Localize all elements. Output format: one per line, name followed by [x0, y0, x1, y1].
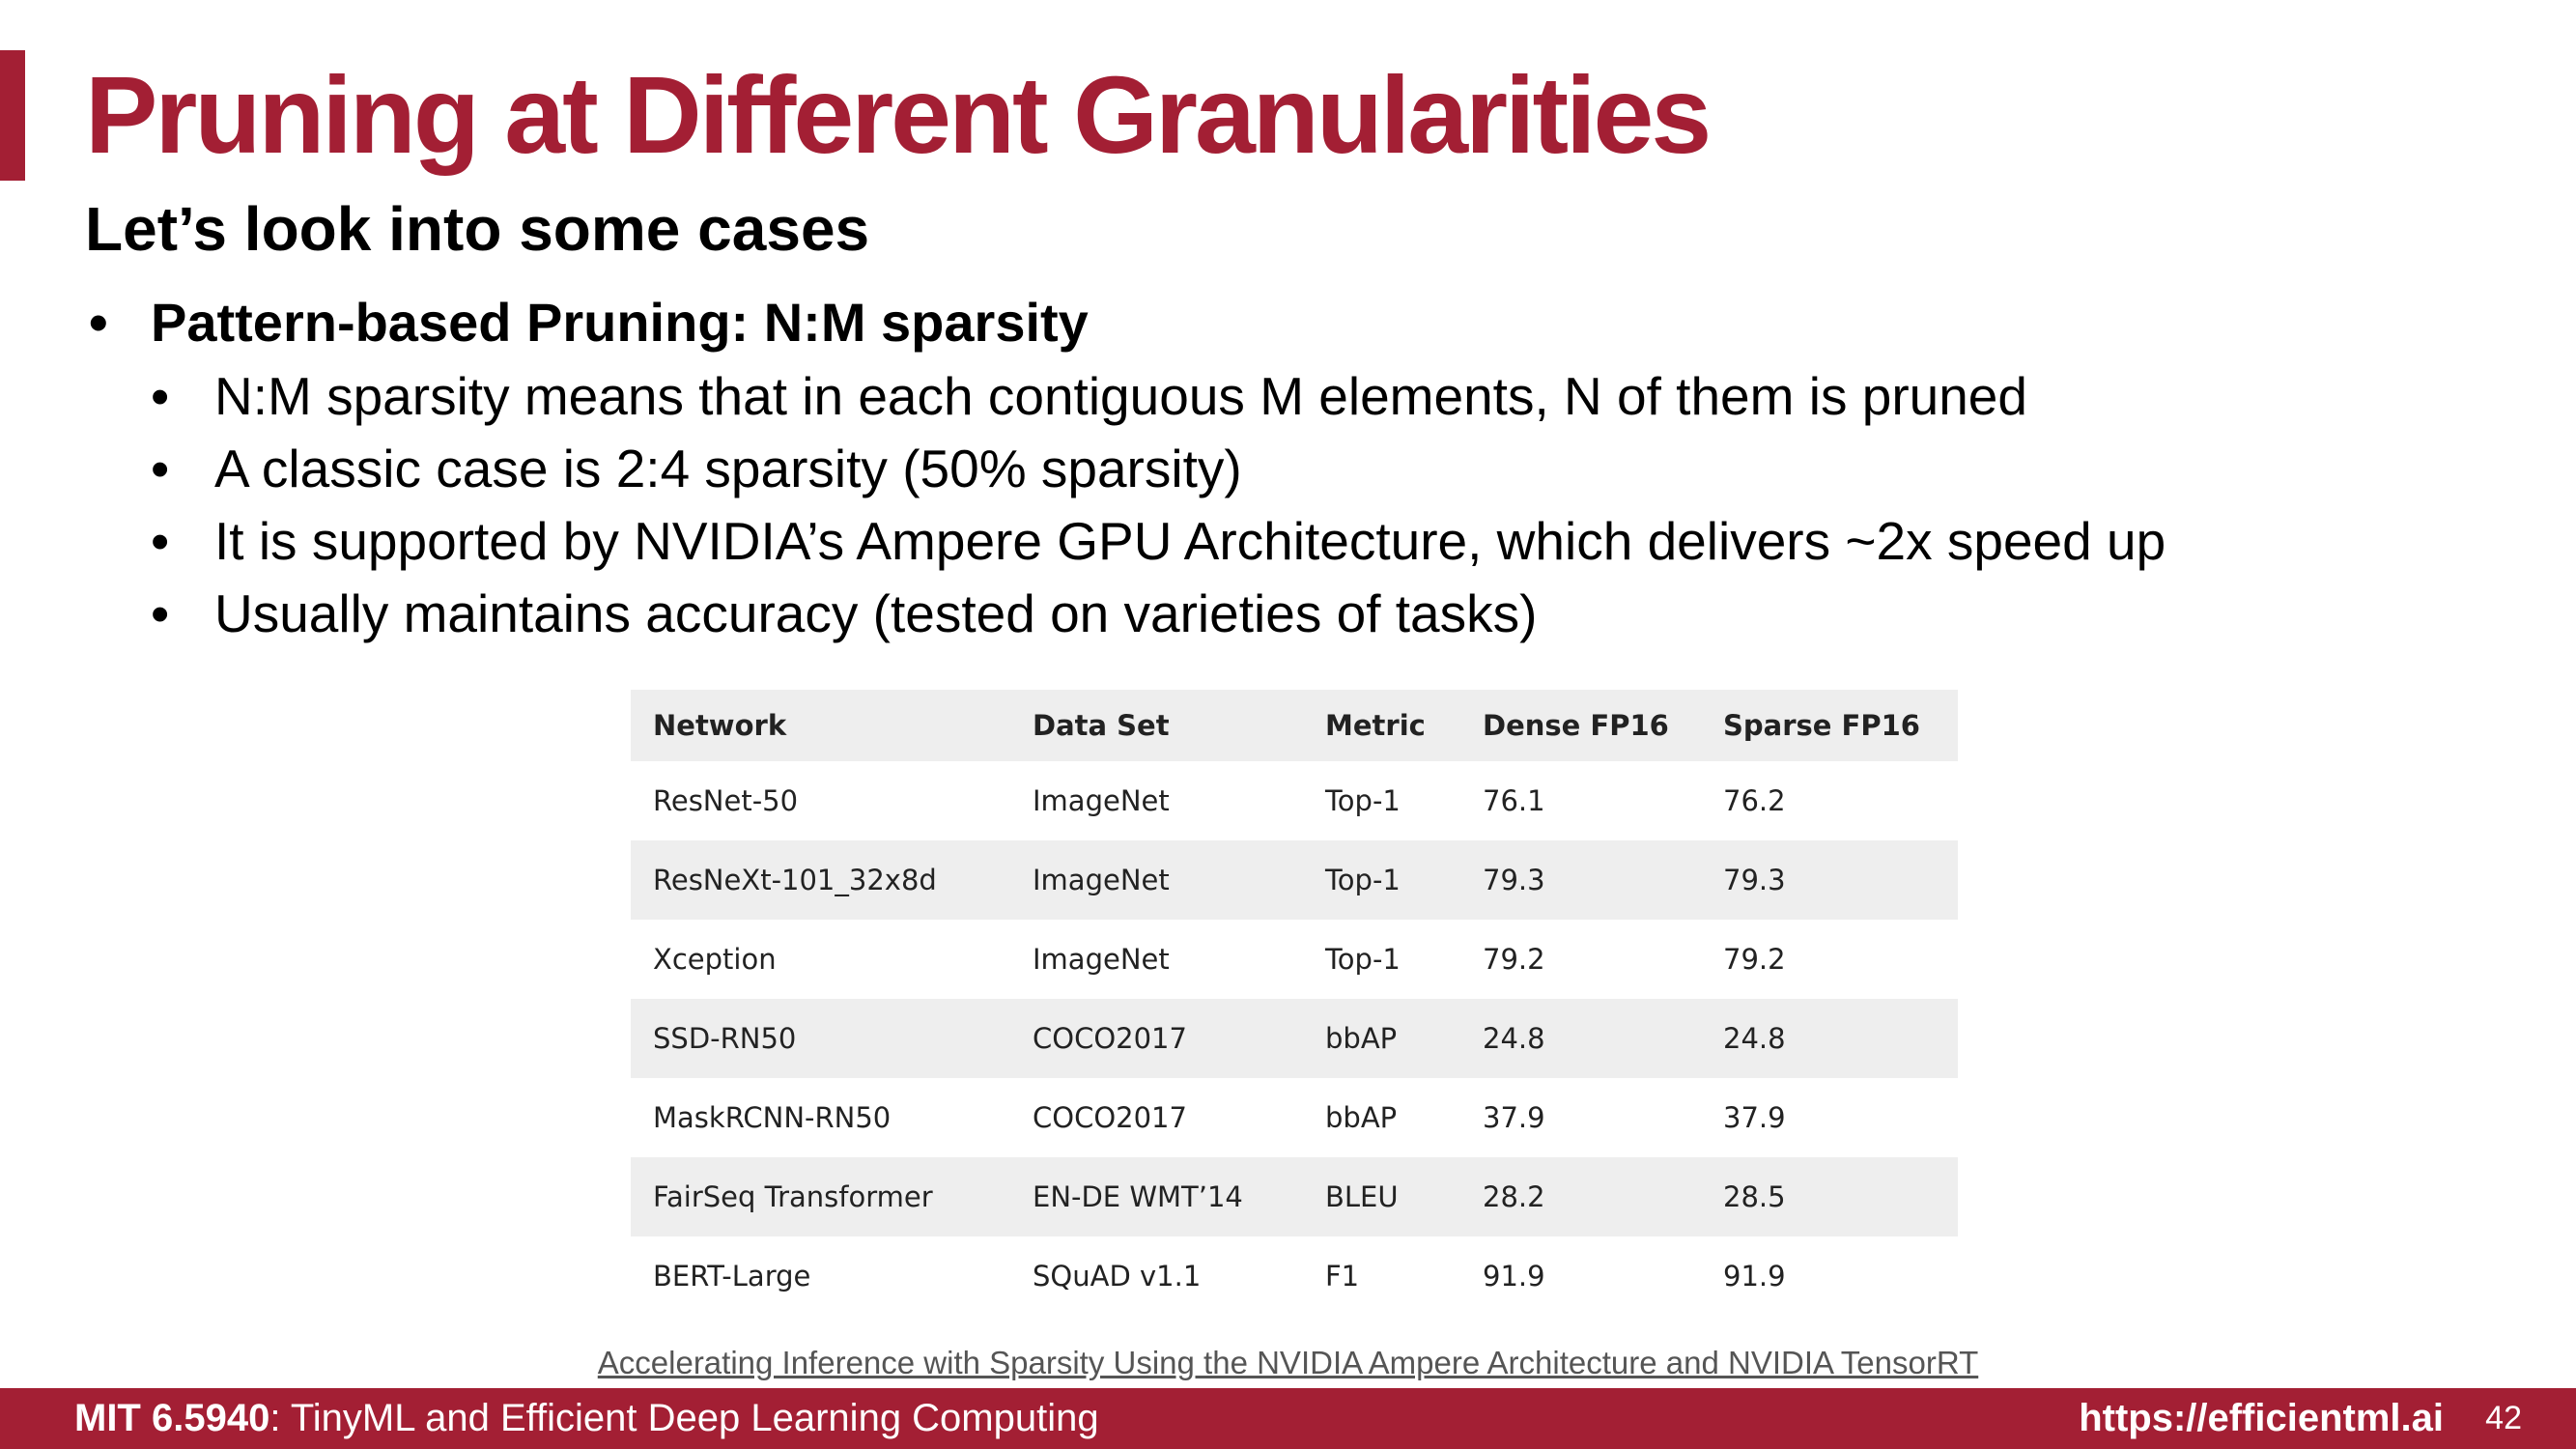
cell-dense: 37.9 [1483, 1101, 1545, 1134]
sub-bullet-text: It is supported by NVIDIA’s Ampere GPU Architecture, which delivers ~2x speed up [214, 511, 2166, 571]
cell-metric: Top-1 [1325, 784, 1401, 817]
slide-title: Pruning at Different Granularities [85, 54, 1710, 176]
footer-url[interactable]: https://efficientml.ai [2079, 1397, 2444, 1439]
cell-sparse: 28.5 [1723, 1180, 1786, 1213]
cell-network: MaskRCNN-RN50 [653, 1101, 892, 1134]
cell-dataset: ImageNet [1033, 943, 1170, 976]
table-row [631, 761, 1958, 840]
header-sparse: Sparse FP16 [1723, 709, 1920, 742]
sub-bullet [85, 578, 2500, 650]
footer-bar [0, 1388, 2576, 1449]
cell-sparse: 24.8 [1723, 1022, 1786, 1055]
cell-dataset: EN-DE WMT’14 [1033, 1180, 1243, 1213]
table-row [631, 999, 1958, 1078]
footer-course-name: : TinyML and Efficient Deep Learning Computing [269, 1397, 1099, 1439]
cell-dataset: ImageNet [1033, 784, 1170, 817]
bullet-dot: • [151, 583, 170, 643]
slide-subtitle: Let’s look into some cases [85, 194, 870, 264]
cell-network: BERT-Large [653, 1260, 811, 1293]
cell-network: FairSeq Transformer [653, 1180, 933, 1213]
cell-sparse: 76.2 [1723, 784, 1786, 817]
sub-bullet-text: A classic case is 2:4 sparsity (50% sparsity) [214, 439, 1242, 498]
header-network: Network [653, 709, 787, 742]
cell-sparse: 79.2 [1723, 943, 1786, 976]
bullet-main [85, 285, 2500, 360]
table-header-row [631, 690, 1958, 761]
cell-sparse: 91.9 [1723, 1260, 1786, 1293]
bullet-dot: • [151, 439, 170, 498]
bullet-main-text: Pattern-based Pruning: N:M sparsity [151, 292, 1089, 353]
cell-dense: 79.3 [1483, 864, 1545, 896]
cell-network: Xception [653, 943, 777, 976]
cell-dataset: SQuAD v1.1 [1033, 1260, 1202, 1293]
cell-dense: 24.8 [1483, 1022, 1545, 1055]
cell-metric: Top-1 [1325, 864, 1401, 896]
cell-dataset: COCO2017 [1033, 1101, 1187, 1134]
cell-metric: F1 [1325, 1260, 1360, 1293]
footer-course-code: MIT 6.5940 [74, 1397, 270, 1439]
cell-metric: Top-1 [1325, 943, 1401, 976]
header-dense: Dense FP16 [1483, 709, 1669, 742]
page-number: 42 [2485, 1400, 2522, 1436]
cell-sparse: 37.9 [1723, 1101, 1786, 1134]
sub-bullet-text: Usually maintains accuracy (tested on varieties of tasks) [214, 583, 1538, 643]
table-row [631, 840, 1958, 920]
cell-dataset: COCO2017 [1033, 1022, 1187, 1055]
cell-network: SSD-RN50 [653, 1022, 797, 1055]
cell-metric: bbAP [1325, 1022, 1398, 1055]
table-row [631, 1157, 1958, 1236]
cell-metric: BLEU [1325, 1180, 1399, 1213]
bullet-dot: • [151, 511, 170, 571]
cell-metric: bbAP [1325, 1101, 1398, 1134]
cell-network: ResNet-50 [653, 784, 799, 817]
cell-network: ResNeXt-101_32x8d [653, 864, 937, 896]
bullet-dot: • [89, 292, 108, 353]
cell-dense: 79.2 [1483, 943, 1545, 976]
source-link[interactable]: Accelerating Inference with Sparsity Using the NVIDIA Ampere Architecture and NVIDIA TensorRT [597, 1345, 1979, 1380]
header-dataset: Data Set [1033, 709, 1170, 742]
sub-bullet-text: N:M sparsity means that in each contiguous M elements, N of them is pruned [214, 366, 2027, 426]
cell-sparse: 79.3 [1723, 864, 1786, 896]
cell-dataset: ImageNet [1033, 864, 1170, 896]
cell-dense: 76.1 [1483, 784, 1545, 817]
header-metric: Metric [1325, 709, 1426, 742]
table-row [631, 920, 1958, 999]
sub-bullet [85, 433, 2500, 505]
bullet-dot: • [151, 366, 170, 426]
footer-course [74, 1388, 1099, 1449]
cell-dense: 28.2 [1483, 1180, 1545, 1213]
sub-bullet [85, 360, 2500, 433]
accuracy-table [631, 690, 1958, 1316]
bullet-list [85, 285, 2500, 650]
table-row [631, 1078, 1958, 1157]
cell-dense: 91.9 [1483, 1260, 1545, 1293]
sub-bullet [85, 505, 2500, 578]
table-row [631, 1236, 1958, 1316]
title-accent-bar [0, 50, 25, 181]
